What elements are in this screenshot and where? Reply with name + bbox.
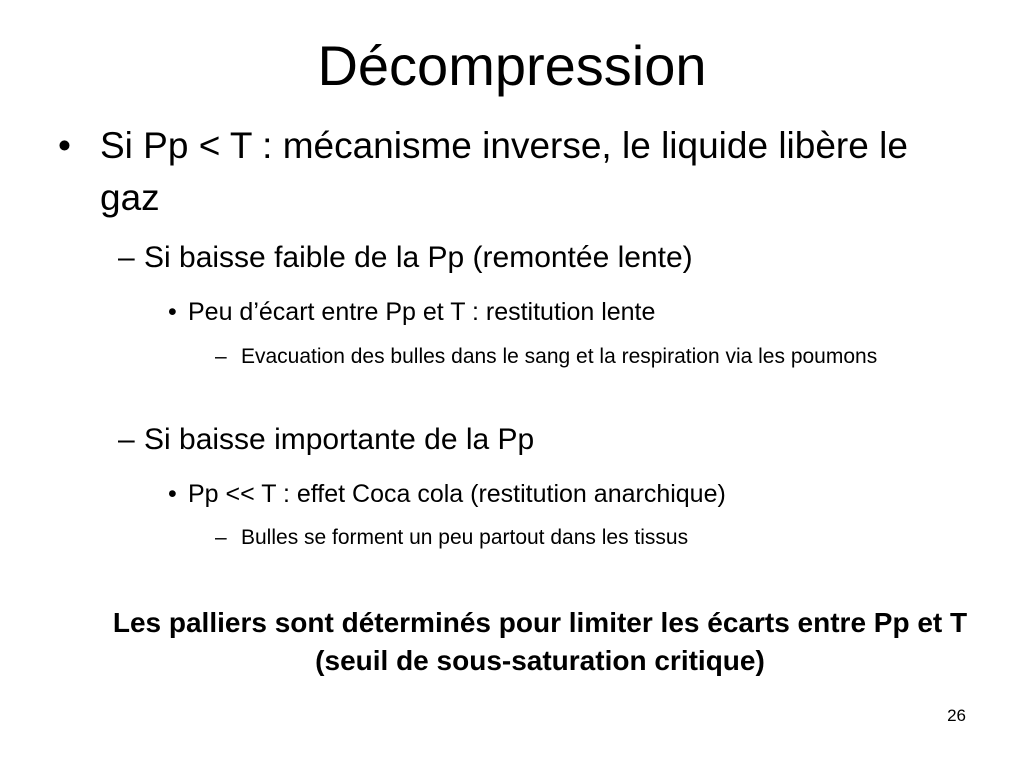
dash-marker: – <box>215 345 227 368</box>
bullet-marker: • <box>168 298 177 326</box>
subdetail-text: Evacuation des bulles dans le sang et la respiration via les poumons <box>241 345 878 368</box>
bullet-marker: • <box>168 480 177 508</box>
subdetail-bullet-1 <box>215 341 955 372</box>
sub-bullet-text: Si baisse importante de la Pp <box>144 423 535 456</box>
page-number: 26 <box>947 706 966 725</box>
detail-bullet-1 <box>168 295 988 329</box>
slide-title: Décompression <box>317 34 707 97</box>
dash-marker: – <box>215 526 227 549</box>
detail-text: Peu d’écart entre Pp et T : restitution lente <box>188 298 656 326</box>
subdetail-bullet-2 <box>215 522 955 553</box>
sub-bullet-2 <box>118 420 998 460</box>
bullet-point-1 <box>58 120 958 224</box>
bullet-text: Si Pp < T : mécanisme inverse, le liquide libère le gaz <box>100 125 908 218</box>
subdetail-text: Bulles se forment un peu partout dans les tissus <box>241 526 689 549</box>
detail-bullet-2 <box>168 477 988 511</box>
sub-bullet-1 <box>118 238 998 278</box>
bullet-marker: • <box>58 125 71 166</box>
detail-text: Pp << T : effet Coca cola (restitution anarchique) <box>188 480 726 508</box>
dash-marker: – <box>118 423 135 456</box>
dash-marker: – <box>118 241 135 274</box>
conclusion-text: Les palliers sont déterminés pour limiter les écarts entre Pp et T (seuil de sous-saturation critique) <box>112 607 968 676</box>
sub-bullet-text: Si baisse faible de la Pp (remontée lente) <box>144 241 693 274</box>
